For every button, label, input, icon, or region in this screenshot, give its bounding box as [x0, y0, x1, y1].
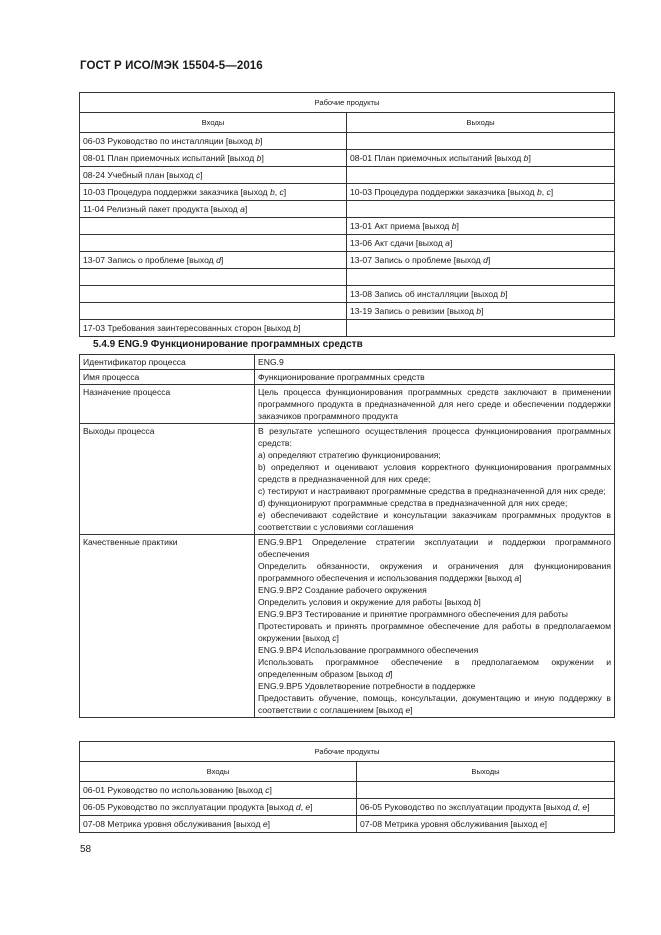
- table-row: [80, 269, 615, 286]
- output-cell: 13-19 Запись о ревизии [выход b]: [347, 303, 615, 320]
- input-cell: 06-01 Руководство по использованию [выход c]: [80, 782, 357, 799]
- base-practice-description: Использовать программное обеспечение в предполагаемом окружении и определенным образом [выход d]: [258, 657, 611, 679]
- input-cell: 10-03 Процедура поддержки заказчика [выход b, c]: [80, 184, 347, 201]
- process-output-item: e) обеспечивают содействие и консультации заказчикам программных продуктов в соответствии с условиями соглашения: [258, 510, 611, 532]
- table-row: [80, 218, 615, 235]
- base-practice-description: Определить условия и окружение для работы [выход b]: [258, 597, 481, 607]
- output-cell: [347, 201, 615, 218]
- table-row: [80, 133, 615, 150]
- table-row: [80, 320, 615, 337]
- base-practice-title: ENG.9.BP3 Тестирование и принятие программного обеспечения для работы: [258, 609, 568, 619]
- work-products-table-2: [79, 741, 615, 833]
- process-outputs-row: [80, 424, 615, 535]
- column-header-outputs: Выходы: [357, 762, 615, 782]
- output-cell: 13-06 Акт сдачи [выход a]: [347, 235, 615, 252]
- process-purpose-label: Назначение процесса: [80, 385, 255, 424]
- input-cell: 08-24 Учебный план [выход c]: [80, 167, 347, 184]
- process-name-value: Функционирование программных средств: [255, 370, 615, 385]
- input-cell: [80, 286, 347, 303]
- table-row: [80, 235, 615, 252]
- process-output-item: d) функционируют программные средства в предназначенной для них среде;: [258, 498, 568, 508]
- output-cell: 13-08 Запись об инсталляции [выход b]: [347, 286, 615, 303]
- output-cell: 06-05 Руководство по эксплуатации продукта [выход d, e]: [357, 799, 615, 816]
- input-cell: [80, 269, 347, 286]
- process-table: [79, 354, 615, 718]
- output-cell: [357, 782, 615, 799]
- output-cell: [347, 167, 615, 184]
- process-practices-row: [80, 535, 615, 718]
- practices-list: [255, 535, 615, 718]
- outputs-intro: В результате успешного осуществления процесса функционирования программных средств:: [258, 426, 611, 448]
- output-cell: 08-01 План приемочных испытаний [выход b]: [347, 150, 615, 167]
- table-row: [80, 286, 615, 303]
- column-header-outputs: Выходы: [347, 113, 615, 133]
- input-cell: [80, 218, 347, 235]
- output-cell: 13-01 Акт приема [выход b]: [347, 218, 615, 235]
- base-practice-description: Предоставить обучение, помощь, консультации, документацию и иную поддержку в соответствии с соглашением [выход e]: [258, 693, 611, 715]
- input-cell: 06-03 Руководство по инсталляции [выход b]: [80, 133, 347, 150]
- work-products-table-1: [79, 92, 615, 337]
- input-cell: 07-08 Метрика уровня обслуживания [выход e]: [80, 816, 357, 833]
- table-row: [80, 150, 615, 167]
- table-row: [80, 201, 615, 218]
- output-cell: [347, 320, 615, 337]
- output-cell: 10-03 Процедура поддержки заказчика [выход b, c]: [347, 184, 615, 201]
- process-output-item: а) определяют стратегию функционирования;: [258, 450, 441, 460]
- input-cell: [80, 303, 347, 320]
- process-purpose-row: [80, 385, 615, 424]
- table-row: [80, 184, 615, 201]
- base-practice-title: ENG.9.BP1 Определение стратегии эксплуатации и поддержки программного обеспечения: [258, 537, 611, 559]
- base-practice-description: Определить обязанности, окружения и ограничения для функционирования программного обеспечения и использования поддержки [выход a]: [258, 561, 611, 583]
- base-practice-title: ENG.9.BP2 Создание рабочего окружения: [258, 585, 427, 595]
- process-name-row: [80, 370, 615, 385]
- process-output-item: c) тестируют и настраивают программные средства в предназначенной для них среде;: [258, 486, 606, 496]
- process-id-row: [80, 355, 615, 370]
- process-outputs-label: Выходы процесса: [80, 424, 255, 535]
- process-id-label: Идентификатор процесса: [80, 355, 255, 370]
- process-id-value: ENG.9: [255, 355, 615, 370]
- document-header: ГОСТ Р ИСО/МЭК 15504-5—2016: [80, 60, 263, 72]
- output-cell: [347, 133, 615, 150]
- table-row: [80, 782, 615, 799]
- input-cell: 06-05 Руководство по эксплуатации продукта [выход d, e]: [80, 799, 357, 816]
- output-cell: 07-08 Метрика уровня обслуживания [выход e]: [357, 816, 615, 833]
- table-row: [80, 252, 615, 269]
- table-row: [80, 167, 615, 184]
- table-row: [80, 816, 615, 833]
- process-name-label: Имя процесса: [80, 370, 255, 385]
- base-practice-title: ENG.9.BP4 Использование программного обеспечения: [258, 645, 479, 655]
- input-cell: 08-01 План приемочных испытаний [выход b]: [80, 150, 347, 167]
- table-title: Рабочие продукты: [80, 742, 615, 762]
- input-cell: [80, 235, 347, 252]
- process-purpose-value: Цель процесса функционирования программных средств заключают в применении программного продукта в предназначенной для него среде и обеспечении поддержки заказчиков программного продукта: [255, 385, 615, 424]
- base-practice-description: Протестировать и принять программное обеспечение для работы в предполагаемом окружении [выход c]: [258, 621, 611, 643]
- output-cell: 13-07 Запись о проблеме [выход d]: [347, 252, 615, 269]
- table-title: Рабочие продукты: [80, 93, 615, 113]
- process-output-item: b) определяют и оценивают условия корректного функционирования программных средств в предназначенной для них среде;: [258, 462, 611, 484]
- table-row: [80, 799, 615, 816]
- page-number: 58: [80, 844, 92, 855]
- column-header-inputs: Входы: [80, 113, 347, 133]
- output-cell: [347, 269, 615, 286]
- process-outputs-value: [255, 424, 615, 535]
- process-practices-label: Качественные практики: [80, 535, 255, 718]
- outputs-list: [258, 449, 611, 533]
- base-practice-title: ENG.9.BP5 Удовлетворение потребности в поддержке: [258, 681, 476, 691]
- section-heading: 5.4.9 ENG.9 Функционирование программных средств: [93, 339, 363, 350]
- table-row: [80, 303, 615, 320]
- input-cell: 11-04 Релизный пакет продукта [выход a]: [80, 201, 347, 218]
- input-cell: 13-07 Запись о проблеме [выход d]: [80, 252, 347, 269]
- input-cell: 17-03 Требования заинтересованных сторон [выход b]: [80, 320, 347, 337]
- column-header-inputs: Входы: [80, 762, 357, 782]
